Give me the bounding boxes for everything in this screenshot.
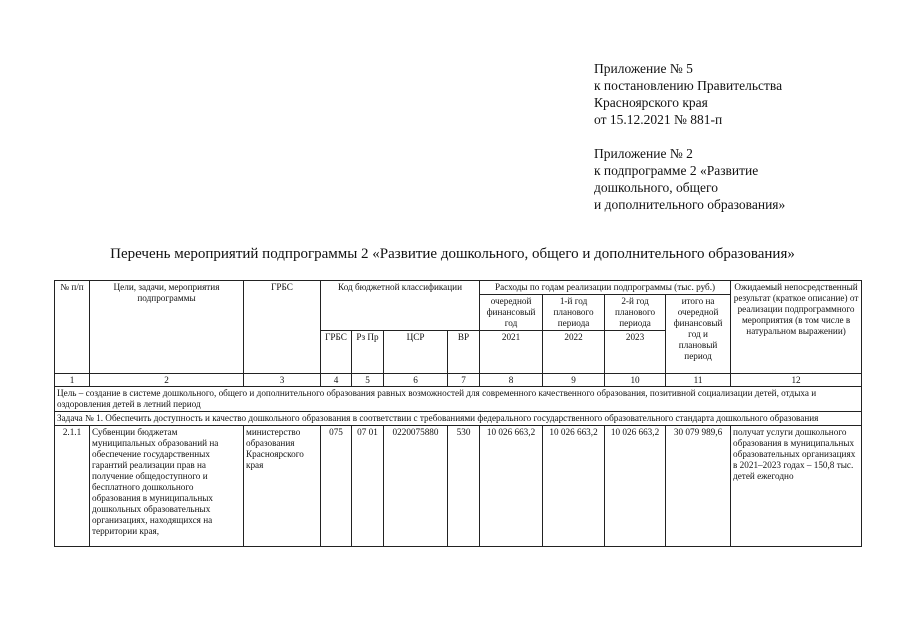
item-result: получат услуги дошкольного образования в муниципальных образовательных организациях в 2021–2023 годах – 150,8 тыс. детей ежегодно [731,426,862,547]
header-plan1: 1-й год планового периода [543,295,605,331]
document-title: Перечень мероприятий подпрограммы 2 «Развитие дошкольного, общего и дополнительного образования» [110,246,795,262]
header-year-2023: 2023 [605,331,666,374]
header-next-year: очередной финансовый год [480,295,543,331]
header-year-2022: 2022 [543,331,605,374]
column-number: 12 [731,374,862,387]
appendix-sub-line: дошкольного, общего [594,180,718,195]
item-total: 30 079 989,6 [666,426,731,547]
task-row [55,412,862,426]
appendix-main-line: Красноярского края [594,95,708,110]
appendix-sub-line: к подпрограмме 2 «Развитие [594,163,759,178]
item-2021: 10 026 663,2 [480,426,543,547]
column-number: 7 [448,374,480,387]
appendix-main-line: Приложение № 5 [594,61,693,76]
header-year-2021: 2021 [480,331,543,374]
column-number: 5 [352,374,384,387]
header-goals: Цели, задачи, мероприятия подпрограммы [90,281,244,374]
goal-row [55,387,862,412]
item-rzpr: 07 01 [352,426,384,547]
item-code-grbs: 075 [321,426,352,547]
column-number-row [55,374,862,387]
column-number: 2 [90,374,244,387]
table-row [55,426,862,547]
header-budget-code: Код бюджетной классификации [321,281,480,331]
appendix-sub-line: и дополнительного образования» [594,197,786,212]
item-num: 2.1.1 [55,426,90,547]
appendix-main-line: к постановлению Правительства [594,78,783,93]
header-sub-rzpr: Рз Пр [352,331,384,374]
column-number: 6 [384,374,448,387]
appendix-main-block [594,60,782,128]
item-csr: 0220075880 [384,426,448,547]
column-number: 9 [543,374,605,387]
column-number: 1 [55,374,90,387]
item-grbs: министерство образования Красноярского края [244,426,321,547]
goal-text: Цель – создание в системе дошкольного, общего и дополнительного образования равных возможностей для современного качественного образования, позитивной социализации детей, отдыха и оздоровления детей в летний период [55,387,862,412]
appendix-sub-block [594,145,785,213]
header-sub-vr: ВР [448,331,480,374]
header-grbs: ГРБС [244,281,321,374]
header-expenses: Расходы по годам реализации подпрограммы (тыс. руб.) [480,281,731,295]
header-sub-grbs: ГРБС [321,331,352,374]
column-number: 8 [480,374,543,387]
header-plan2: 2-й год планового периода [605,295,666,331]
header-total: итого на очередной финансовый год и плановый период [666,295,731,374]
task-text: Задача № 1. Обеспечить доступность и качество дошкольного образования в соответствии с требованиями федерального государственного образовательного стандарта дошкольного образования [55,412,862,426]
header-sub-csr: ЦСР [384,331,448,374]
header-row-1 [55,281,862,295]
column-number: 4 [321,374,352,387]
column-number: 10 [605,374,666,387]
header-num: № п/п [55,281,90,374]
item-name: Субвенции бюджетам муниципальных образований на обеспечение государственных гарантий реализации прав на получение общедоступного и бесплатного дошкольного образования в муниципальных дошкольных образовательных организациях, находящихся на территории края, [90,426,244,547]
column-number: 11 [666,374,731,387]
column-number: 3 [244,374,321,387]
header-result: Ожидаемый непосредственный результат (краткое описание) от реализации подпрограммного мероприятия (в том числе в натуральном выражении) [731,281,862,374]
item-vr: 530 [448,426,480,547]
measures-table [54,280,862,547]
appendix-sub-line: Приложение № 2 [594,146,693,161]
item-2023: 10 026 663,2 [605,426,666,547]
item-2022: 10 026 663,2 [543,426,605,547]
appendix-main-line: от 15.12.2021 № 881-п [594,112,723,127]
